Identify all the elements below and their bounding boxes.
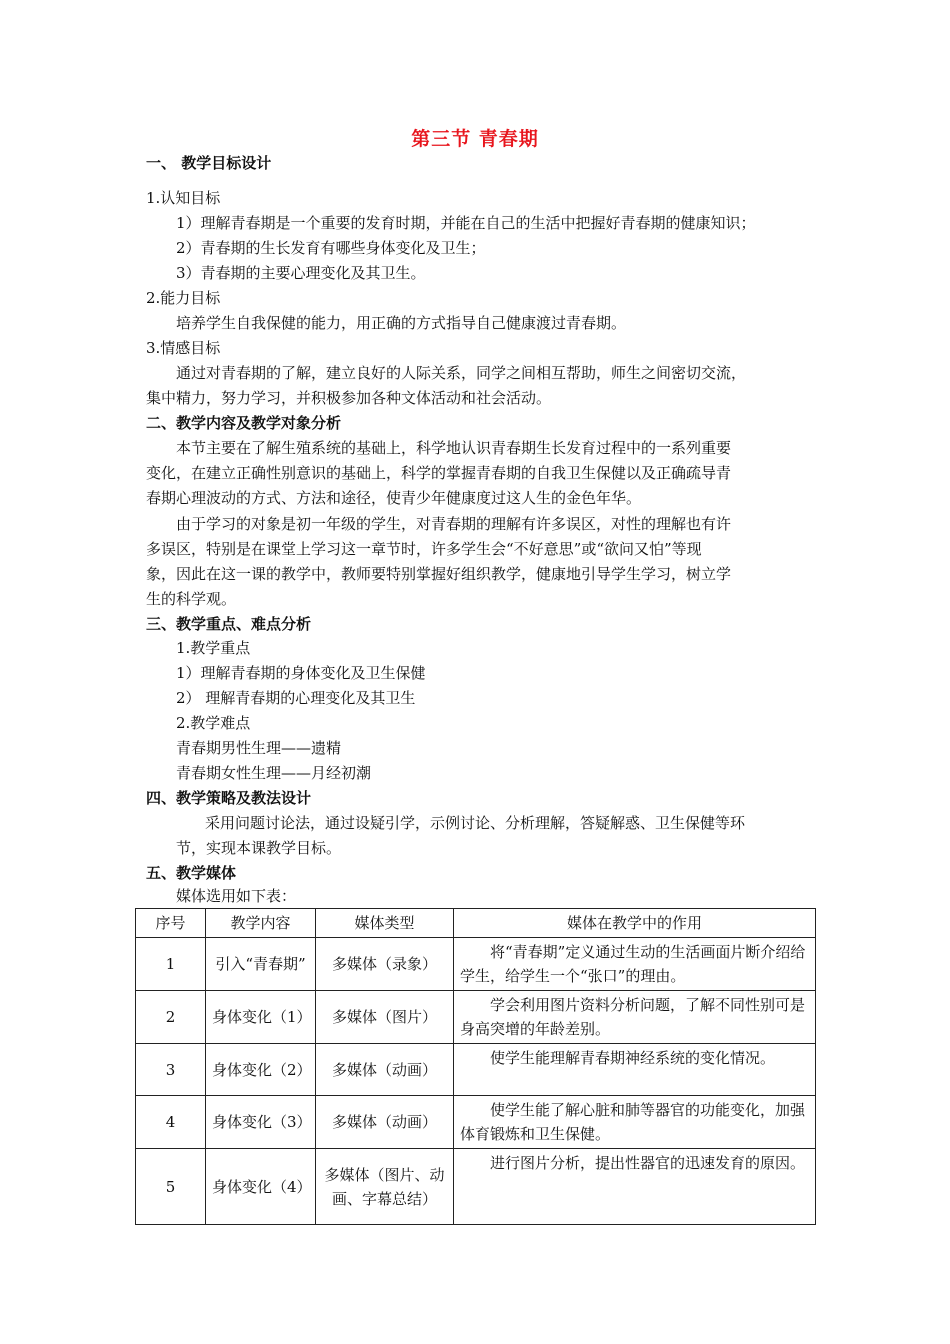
table-row (136, 1149, 816, 1225)
table-row (136, 938, 816, 991)
cell-media-role: 使学生能理解青春期神经系统的变化情况。 (454, 1044, 816, 1096)
header-media-role: 媒体在教学中的作用 (454, 909, 816, 938)
difficult-points-label: 2.教学难点 (176, 714, 251, 732)
ability-goal-text: 培养学生自我保健的能力，用正确的方式指导自己健康渡过青春期。 (176, 314, 627, 332)
table-header-row (136, 909, 816, 938)
cognitive-goal-item: 1）理解青春期是一个重要的发育时期，并能在自己的生活中把握好青春期的健康知识； (176, 214, 756, 232)
section-4-heading: 四、教学策略及教法设计 (146, 789, 312, 807)
key-point-item: 1）理解青春期的身体变化及卫生保健 (176, 664, 426, 682)
table-row (136, 1096, 816, 1149)
difficult-point-item: 青春期女性生理——月经初潮 (176, 764, 372, 782)
cell-number: 1 (136, 938, 206, 991)
paragraph-line: 春期心理波动的方式、方法和途径，使青少年健康度过这人生的金色年华。 (146, 489, 642, 507)
cognitive-goal-item: 2）青春期的生长发育有哪些身体变化及卫生； (176, 239, 486, 257)
header-number: 序号 (136, 909, 206, 938)
cognitive-goal-item: 3）青春期的主要心理变化及其卫生。 (176, 264, 426, 282)
key-points-label: 1.教学重点 (176, 639, 251, 657)
cell-media-type: 多媒体（图片、动画、字幕总结） (316, 1149, 454, 1225)
cell-number: 2 (136, 991, 206, 1044)
paragraph-line: 本节主要在了解生殖系统的基础上，科学地认识青春期生长发育过程中的一系列重要 (176, 439, 732, 457)
cell-number: 3 (136, 1044, 206, 1096)
ability-goal-label: 2.能力目标 (146, 289, 221, 307)
paragraph-line: 象，因此在这一课的教学中，教师要特别掌握好组织教学，健康地引导学生学习，树立学 (146, 565, 732, 583)
paragraph-line: 多误区，特别是在课堂上学习这一章节时，许多学生会“不好意思”或“欲问又怕”等现 (146, 540, 702, 558)
cell-media-type: 多媒体（动画） (316, 1096, 454, 1149)
section-5-heading: 五、教学媒体 (146, 864, 237, 882)
paragraph-line: 生的科学观。 (146, 590, 237, 608)
cell-content: 引入“青春期” (206, 938, 316, 991)
cell-number: 4 (136, 1096, 206, 1149)
table-row (136, 991, 816, 1044)
paragraph-line: 由于学习的对象是初一年级的学生，对青春期的理解有许多误区，对性的理解也有许 (176, 515, 732, 533)
paragraph-line: 变化，在建立正确性别意识的基础上，科学的掌握青春期的自我卫生保健以及正确疏导青 (146, 464, 732, 482)
table-intro: 媒体选用如下表： (176, 887, 297, 905)
section-2-heading: 二、教学内容及教学对象分析 (146, 414, 342, 432)
header-media-type: 媒体类型 (316, 909, 454, 938)
cell-media-role: 将“青春期”定义通过生动的生活画面片断介绍给学生，给学生一个“张口”的理由。 (454, 938, 816, 991)
paragraph-line: 节，实现本课教学目标。 (176, 839, 342, 857)
section-3-heading: 三、教学重点、难点分析 (146, 615, 312, 633)
cell-media-role: 学会利用图片资料分析问题，了解不同性别可是身高突增的年龄差别。 (454, 991, 816, 1044)
cell-media-type: 多媒体（动画） (316, 1044, 454, 1096)
key-point-item: 2） 理解青春期的心理变化及其卫生 (176, 689, 416, 707)
cell-content: 身体变化（3） (206, 1096, 316, 1149)
page-title: 第三节 青春期 (411, 128, 539, 150)
cell-content: 身体变化（4） (206, 1149, 316, 1225)
media-table (135, 908, 816, 1225)
cell-media-role: 进行图片分析，提出性器官的迅速发育的原因。 (454, 1149, 816, 1225)
section-1-heading: 一、 教学目标设计 (146, 154, 272, 172)
cell-media-type: 多媒体（图片） (316, 991, 454, 1044)
cell-number: 5 (136, 1149, 206, 1225)
cell-media-role: 使学生能了解心脏和肺等器官的功能变化，加强体育锻炼和卫生保健。 (454, 1096, 816, 1149)
cell-media-type: 多媒体（录象） (316, 938, 454, 991)
emotion-goal-text: 集中精力，努力学习，并积极参加各种文体活动和社会活动。 (146, 389, 552, 407)
cell-content: 身体变化（1） (206, 991, 316, 1044)
cell-content: 身体变化（2） (206, 1044, 316, 1096)
emotion-goal-label: 3.情感目标 (146, 339, 221, 357)
header-content: 教学内容 (206, 909, 316, 938)
paragraph-line: 采用问题讨论法，通过设疑引学，示例讨论、分析理解，答疑解惑、卫生保健等环 (205, 814, 746, 832)
table-row (136, 1044, 816, 1096)
cognitive-goal-label: 1.认知目标 (146, 189, 221, 207)
emotion-goal-text: 通过对青春期的了解，建立良好的人际关系，同学之间相互帮助，师生之间密切交流， (176, 364, 747, 382)
difficult-point-item: 青春期男性生理——遗精 (176, 739, 342, 757)
